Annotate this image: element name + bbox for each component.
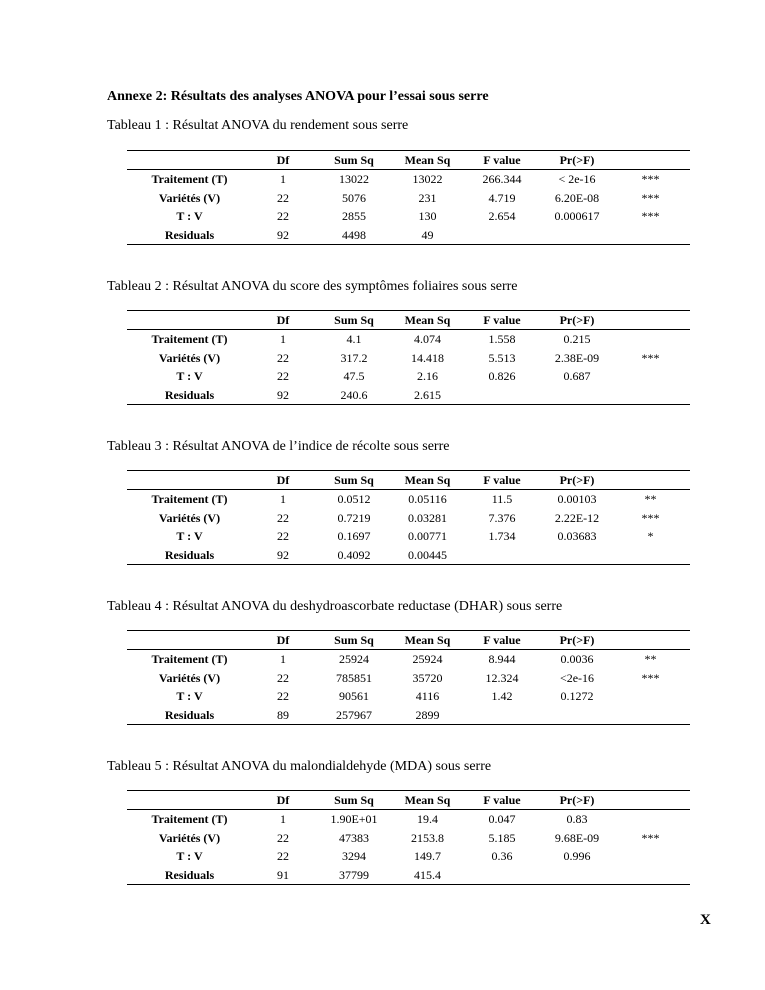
table-row [127,829,690,848]
row-label: T : V [176,369,203,384]
table-cell [543,226,611,245]
row-label: T : V [176,689,203,704]
table-cell: 0.215 [563,332,591,347]
table-5-caption: Tableau 5 : Résultat ANOVA du malondialdehyde (MDA) sous serre [107,759,492,774]
table-row [127,170,690,189]
table-cell: 2.615 [394,386,461,405]
column-header [611,631,690,650]
table-cell: 1 [280,172,286,187]
row-label: Residuals [127,706,252,725]
column-header [127,311,252,330]
table-cell [461,226,543,245]
page-number: X [700,912,711,928]
column-header [611,791,690,810]
table-cell: 22 [277,209,289,224]
table-header-row [127,471,690,490]
table-cell: 0.03683 [557,529,597,544]
table-cell: 5.185 [488,830,516,845]
table-cell: 5.513 [488,350,516,365]
table-cell: 91 [252,866,314,885]
table-cell: 1 [280,332,286,347]
table-cell [461,386,543,405]
table-cell: 2899 [394,706,461,725]
column-header: Df [252,151,314,170]
annex-title: Annexe 2: Résultats des analyses ANOVA pour l’essai sous serre [107,89,489,104]
table-cell [543,546,611,565]
table-row [127,847,690,866]
table-cell: 11.5 [491,492,513,507]
column-header [127,151,252,170]
table-cell: 13022 [412,172,443,187]
column-header: Pr(>F) [543,151,611,170]
table-cell: 0.03281 [408,510,447,525]
table-cell: 149.7 [414,849,441,864]
column-header: Sum Sq [314,471,394,490]
table-cell [461,706,543,725]
table-cell: 4.1 [346,332,362,347]
table-cell: <2e-16 [559,670,595,685]
column-header: Mean Sq [394,311,461,330]
table-cell [461,546,543,565]
row-label: T : V [176,209,203,224]
significance-stars: ** [644,652,657,667]
column-header: Mean Sq [394,631,461,650]
table-cell [543,706,611,725]
row-label: T : V [176,529,203,544]
significance-stars: *** [641,350,660,365]
table-cell: 0.826 [488,369,516,384]
significance-stars: *** [641,190,660,205]
column-header: F value [461,471,543,490]
table-cell: 22 [277,830,289,845]
table-cell: 0.0036 [560,652,594,667]
table-2-caption: Tableau 2 : Résultat ANOVA du score des symptômes foliaires sous serre [107,279,518,294]
table-cell: 92 [252,226,314,245]
table-cell: 1 [280,652,286,667]
table-cell: 22 [277,369,289,384]
table-cell: 22 [277,849,289,864]
table-row [127,189,690,208]
table-cell: 0.00445 [394,546,461,565]
table-row [127,349,690,368]
table-cell: 49 [394,226,461,245]
table-row [127,367,690,386]
table-cell: 0.05116 [408,492,447,507]
table-row [127,226,690,245]
column-header: F value [461,631,543,650]
table-row [127,386,690,405]
table-cell: 25924 [339,652,369,667]
table-row [127,866,690,885]
table-cell [461,866,543,885]
column-header: Pr(>F) [543,471,611,490]
column-header: Sum Sq [314,631,394,650]
table-3-caption: Tableau 3 : Résultat ANOVA de l’indice de récolte sous serre [107,439,450,454]
table-cell: 317.2 [340,350,368,365]
table-4-caption: Tableau 4 : Résultat ANOVA du deshydroascorbate reductase (DHAR) sous serre [107,599,563,614]
column-header: F value [461,311,543,330]
column-header: Sum Sq [314,151,394,170]
table-cell: 231 [418,190,437,205]
column-header [611,151,690,170]
table-cell: 4.719 [488,190,516,205]
significance-stars: * [647,529,654,544]
row-label: Residuals [127,866,252,885]
table-cell: 2.22E-12 [554,510,600,525]
table-cell: 240.6 [314,386,394,405]
table-cell: 2.16 [417,369,438,384]
significance-stars [611,386,690,405]
table-cell: 22 [277,670,289,685]
table-cell: 1 [280,492,286,507]
column-header: Mean Sq [394,471,461,490]
column-header [127,631,252,650]
row-label: T : V [176,849,203,864]
table-cell: 25924 [412,652,443,667]
row-label: Variétés (V) [158,350,221,365]
table-row [127,509,690,528]
table-cell: 415.4 [394,866,461,885]
table-cell: 92 [252,386,314,405]
column-header: Pr(>F) [543,791,611,810]
significance-stars [611,866,690,885]
table-cell: 35720 [412,670,443,685]
significance-stars [611,687,690,706]
table-cell: 47.5 [343,369,365,384]
table-cell: 12.324 [485,670,519,685]
table-cell: 4116 [415,689,440,704]
significance-stars: *** [641,670,660,685]
table-cell: 2.38E-09 [554,350,600,365]
table-cell: 266.344 [482,172,522,187]
column-header: Mean Sq [394,151,461,170]
table-cell [543,386,611,405]
significance-stars [611,706,690,725]
table-cell: 92 [252,546,314,565]
row-label: Variétés (V) [158,830,221,845]
row-label: Traitement (T) [151,332,228,347]
significance-stars: *** [641,172,660,187]
table-cell: 1.558 [488,332,516,347]
table-cell: 22 [277,350,289,365]
table-row [127,207,690,226]
table-cell: 7.376 [488,510,516,525]
column-header: Sum Sq [314,791,394,810]
significance-stars: ** [644,492,657,507]
table-cell: 0.83 [566,812,588,827]
significance-stars: *** [641,830,660,845]
row-label: Traitement (T) [151,812,228,827]
anova-table-3 [127,470,690,565]
column-header: Mean Sq [394,791,461,810]
column-header: Df [252,471,314,490]
column-header: F value [461,791,543,810]
table-cell: 0.1272 [560,689,594,704]
table-cell: 257967 [314,706,394,725]
table-cell: 0.1697 [337,529,371,544]
table-cell: 89 [252,706,314,725]
row-label: Traitement (T) [151,652,228,667]
row-label: Residuals [127,386,252,405]
significance-stars [611,226,690,245]
table-cell: 19.4 [417,812,438,827]
row-label: Residuals [127,226,252,245]
table-row [127,546,690,565]
table-cell: 2153.8 [411,830,444,845]
table-cell: 22 [277,689,289,704]
table-cell: 1.90E+01 [330,812,378,827]
table-row [127,527,690,546]
row-label: Traitement (T) [151,172,228,187]
column-header [127,471,252,490]
significance-stars: *** [641,510,660,525]
table-header-row [127,631,690,650]
anova-table-1 [127,150,690,245]
table-cell: 0.000617 [554,209,600,224]
table-cell: 130 [418,209,437,224]
table-cell: 0.996 [563,849,591,864]
table-header-row [127,151,690,170]
table-cell [543,866,611,885]
column-header: F value [461,151,543,170]
table-cell: 4498 [314,226,394,245]
table-cell: 1.734 [488,529,516,544]
column-header: Df [252,311,314,330]
table-cell: 0.00771 [408,529,447,544]
table-cell: 785851 [336,670,372,685]
table-cell: 14.418 [411,350,444,365]
column-header [611,311,690,330]
column-header: Pr(>F) [543,311,611,330]
row-label: Traitement (T) [151,492,228,507]
significance-stars [611,367,690,386]
column-header [127,791,252,810]
table-cell: 13022 [339,172,369,187]
row-label: Variétés (V) [158,670,221,685]
table-cell: 0.00103 [557,492,597,507]
column-header: Df [252,791,314,810]
table-header-row [127,311,690,330]
table-row [127,669,690,688]
row-label: Residuals [127,546,252,565]
significance-stars [611,847,690,866]
table-cell: 90561 [339,689,369,704]
table-row [127,490,690,509]
table-cell: 3294 [342,849,366,864]
column-header: Sum Sq [314,311,394,330]
table-cell: 1 [280,812,286,827]
column-header: Pr(>F) [543,631,611,650]
anova-table-5 [127,790,690,885]
table-cell: 22 [277,510,289,525]
significance-stars [611,546,690,565]
table-cell: 0.36 [491,849,513,864]
column-header [611,471,690,490]
table-cell: 0.0512 [337,492,371,507]
table-cell: 0.7219 [337,510,371,525]
table-row [127,706,690,725]
significance-stars [611,810,690,829]
table-cell: 22 [277,529,289,544]
significance-stars: *** [641,209,660,224]
table-cell: < 2e-16 [558,172,596,187]
table-row [127,810,690,829]
table-cell: 0.687 [563,369,591,384]
table-cell: 8.944 [488,652,516,667]
significance-stars [611,330,690,349]
table-cell: 2.654 [488,209,516,224]
table-cell: 5076 [342,190,366,205]
table-row [127,687,690,706]
anova-table-2 [127,310,690,405]
table-cell: 37799 [314,866,394,885]
table-cell: 47383 [339,830,369,845]
table-header-row [127,791,690,810]
table-1-caption: Tableau 1 : Résultat ANOVA du rendement sous serre [107,118,409,133]
table-cell: 1.42 [491,689,513,704]
table-cell: 0.4092 [314,546,394,565]
row-label: Variétés (V) [158,190,221,205]
table-row [127,330,690,349]
table-cell: 22 [277,190,289,205]
anova-table-4 [127,630,690,725]
table-cell: 4.074 [414,332,441,347]
row-label: Variétés (V) [158,510,221,525]
column-header: Df [252,631,314,650]
table-row [127,650,690,669]
table-cell: 2855 [342,209,366,224]
table-cell: 6.20E-08 [554,190,600,205]
table-cell: 9.68E-09 [554,830,600,845]
table-cell: 0.047 [488,812,516,827]
